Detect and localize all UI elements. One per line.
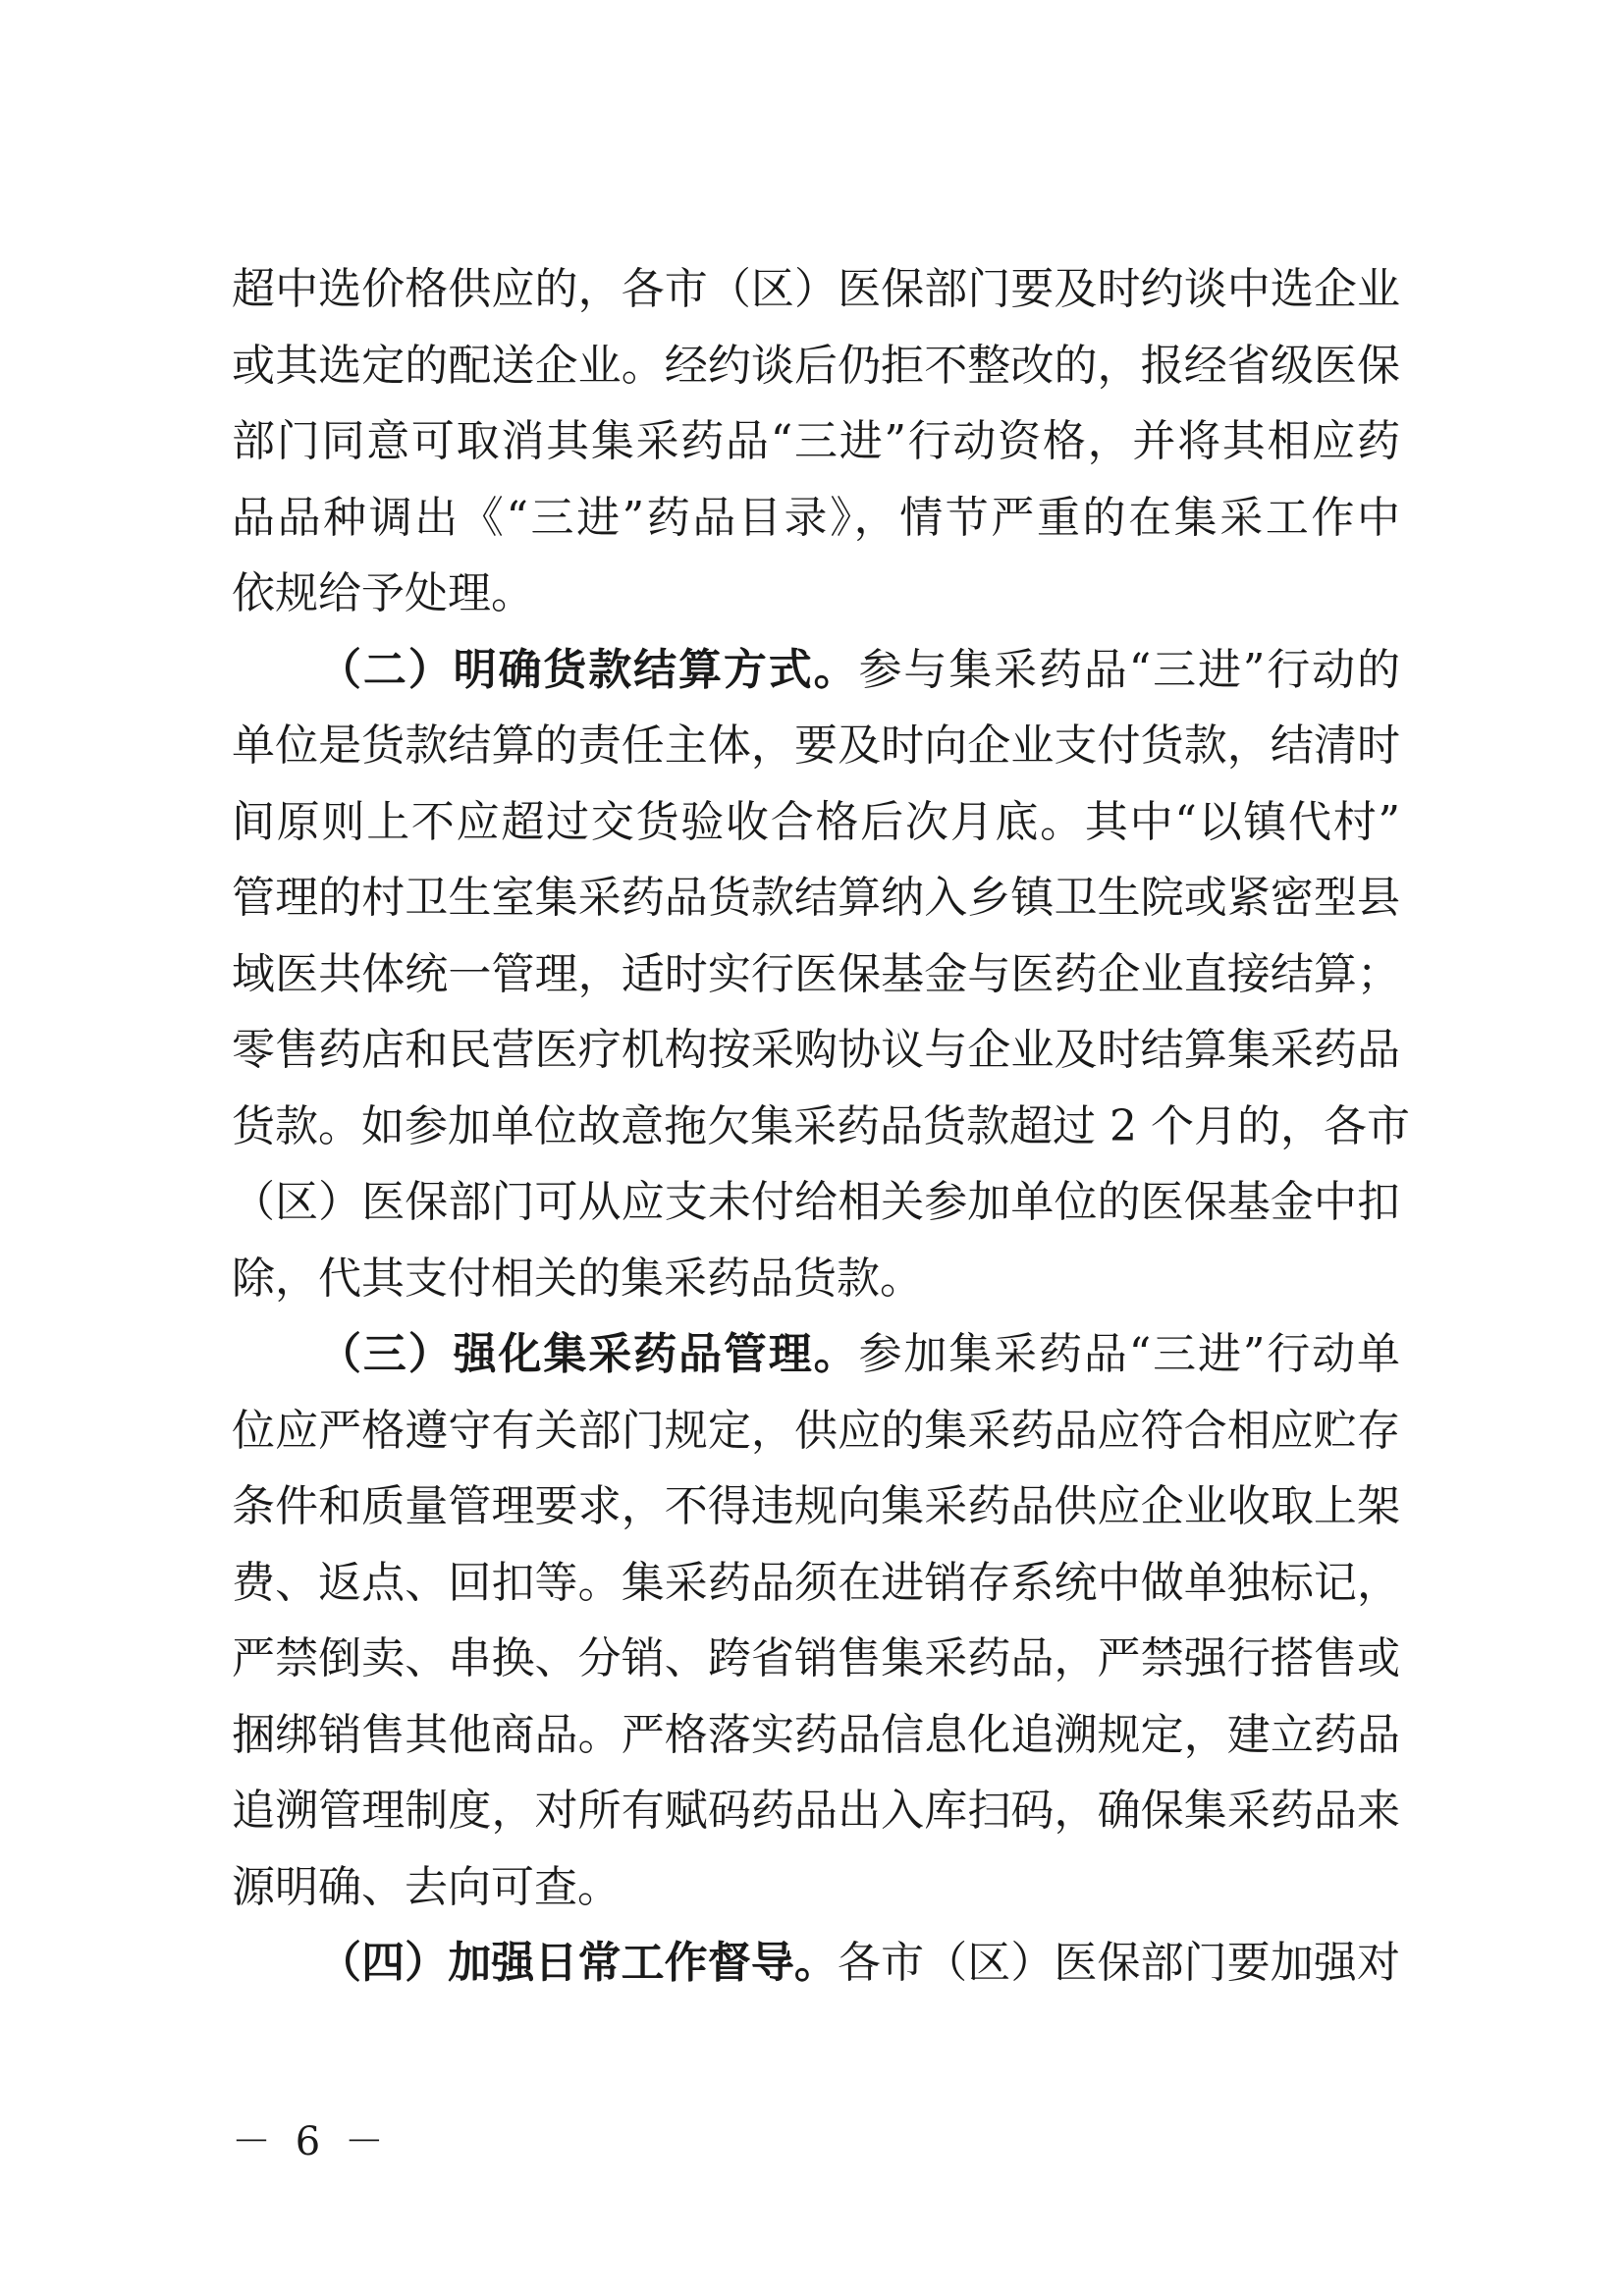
text-line: 除，代其支付相关的集采药品货款。: [232, 1253, 923, 1304]
text-run: 参与集采药品“三进”行动的: [858, 644, 1400, 695]
text-line: 条件和质量管理要求，不得违规向集采药品供应企业收取上架: [232, 1481, 1400, 1531]
text-line: （区）医保部门可从应支未付给相关参加单位的医保基金中扣: [232, 1177, 1400, 1227]
text-line: [232, 1316, 1400, 1393]
text-line: 部门同意可取消其集采药品“三进”行动资格，并将其相应药: [232, 416, 1400, 466]
text-line: 位应严格遵守有关部门规定，供应的集采药品应符合相应贮存: [232, 1405, 1400, 1456]
section-heading: （二）明确货款结算方式。: [318, 644, 859, 695]
paragraph-4: [232, 1925, 1400, 2002]
text-line: 或其选定的配送企业。经约谈后仍拒不整改的，报经省级医保: [232, 340, 1400, 391]
page-number: － 6 －: [232, 2119, 390, 2164]
paragraph-1: [232, 251, 1400, 632]
text-run: 各市（区）医保部门要加强对: [838, 1938, 1400, 1988]
text-line: 依规给予处理。: [232, 568, 534, 618]
text-line: 管理的村卫生室集采药品货款结算纳入乡镇卫生院或紧密型县: [232, 873, 1400, 923]
text-line: 捆绑销售其他商品。严格落实药品信息化追溯规定，建立药品: [232, 1709, 1400, 1760]
text-line: 追溯管理制度，对所有赋码药品出入库扫码，确保集采药品来: [232, 1786, 1400, 1836]
section-heading: （四）加强日常工作督导。: [318, 1938, 838, 1988]
text-line: 货款。如参加单位故意拖欠集采药品货款超过 2 个月的，各市: [232, 1100, 1410, 1151]
text-line: [232, 1925, 1400, 2002]
section-heading: （三）强化集采药品管理。: [318, 1329, 859, 1379]
text-line: 域医共体统一管理，适时实行医保基金与医药企业直接结算；: [232, 948, 1400, 999]
paragraph-3: [232, 1316, 1400, 1925]
text-line: 源明确、去向可查。: [232, 1861, 621, 1912]
text-line: 品品种调出《“三进”药品目录》，情节严重的在集采工作中: [232, 492, 1400, 543]
text-line: 超中选价格供应的，各市（区）医保部门要及时约谈中选企业: [232, 264, 1400, 314]
text-line: 零售药店和民营医疗机构按采购协议与企业及时结算集采药品: [232, 1025, 1400, 1075]
text-line: 费、返点、回扣等。集采药品须在进销存系统中做单独标记，: [232, 1557, 1400, 1608]
text-run: 参加集采药品“三进”行动单: [858, 1329, 1400, 1379]
text-line: [232, 632, 1400, 709]
text-line: 严禁倒卖、串换、分销、跨省销售集采药品，严禁强行搭售或: [232, 1633, 1400, 1683]
text-line: 间原则上不应超过交货验收合格后次月底。其中“以镇代村”: [232, 796, 1400, 847]
document-body: [232, 251, 1410, 2002]
paragraph-2: [232, 632, 1410, 1317]
text-line: 单位是货款结算的责任主体，要及时向企业支付货款，结清时: [232, 721, 1400, 771]
